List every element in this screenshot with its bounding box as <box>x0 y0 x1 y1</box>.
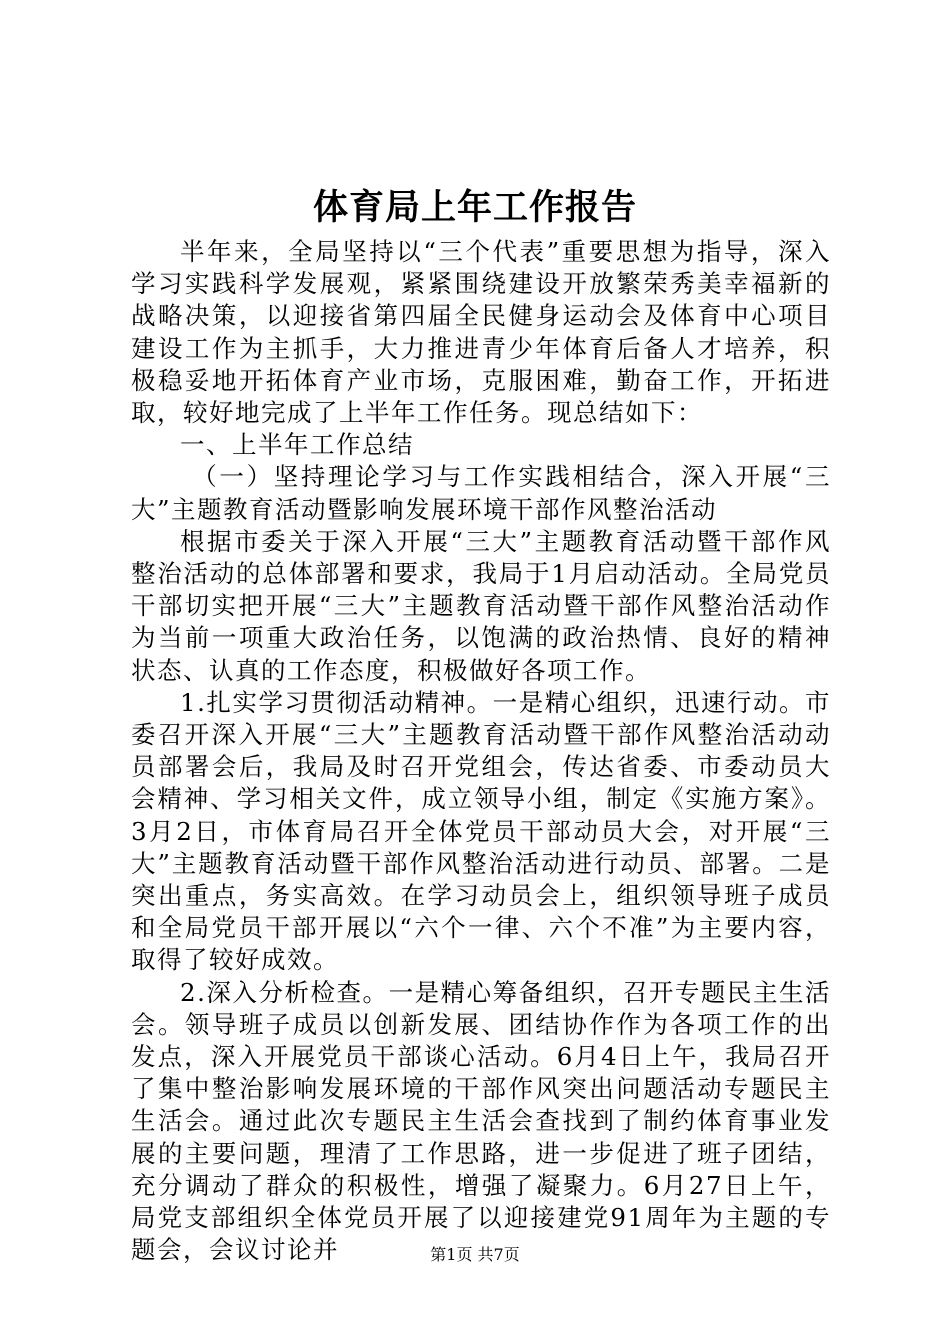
subsection-heading: （一）坚持理论学习与工作实践相结合，深入开展“三大”主题教育活动暨影响发展环境干部作风整治活动 <box>131 462 831 524</box>
document-title: 体育局上年工作报告 <box>312 187 637 228</box>
paragraph-item-2: 2.深入分析检查。一是精心筹备组织，召开专题民主生活会。领导班子成员以创新发展、团结协作作为各项工作的出发点，深入开展党员干部谈心活动。6月4日上午，我局召开了集中整治影响发展环境的干部作风突出问题活动专题民主生活会。通过此次专题民主生活会查找到了制约体育事业发展的主要问题，理清了工作思路，进一步促进了班子团结，充分调动了群众的积极性，增强了凝聚力。6月27日上午，局党支部组织全体党员开展了以迎接建党91周年为主题的专题会，会议讨论并 <box>131 977 831 1265</box>
paragraph-item-1: 1.扎实学习贯彻活动精神。一是精心组织，迅速行动。市委召开深入开展“三大”主题教育活动暨干部作风整治活动动员部署会后，我局及时召开党组会，传达省委、市委动员大会精神、学习相关文件，成立领导小组，制定《实施方案》。3月2日，市体育局召开全体党员干部动员大会，对开展“三大”主题教育活动暨干部作风整治活动进行动员、部署。二是突出重点，务实高效。在学习动员会上，组织领导班子成员和全局党员干部开展以“六个一律、六个不准”为主要内容，取得了较好成效。 <box>131 687 831 975</box>
document-body <box>131 236 831 1267</box>
section-heading: 一、上半年工作总结 <box>180 430 414 460</box>
paragraph-body: 根据市委关于深入开展“三大”主题教育活动暨干部作风整治活动的总体部署和要求，我局于1月启动活动。全局党员干部切实把开展“三大”主题教育活动暨干部作风整治活动作为当前一项重大政治任务，以饱满的政治热情、良好的精神状态、认真的工作态度，积极做好各项工作。 <box>131 526 831 685</box>
paragraph-intro: 半年来，全局坚持以“三个代表”重要思想为指导，深入学习实践科学发展观，紧紧围绕建设开放繁荣秀美幸福新的战略决策，以迎接省第四届全民健身运动会及体育中心项目建设工作为主抓手，大力推进青少年体育后备人才培养，积极稳妥地开拓体育产业市场，克服困难，勤奋工作，开拓进取，较好地完成了上半年工作任务。现总结如下： <box>131 237 831 428</box>
page-footer: 第1页 共7页 <box>430 1245 520 1264</box>
